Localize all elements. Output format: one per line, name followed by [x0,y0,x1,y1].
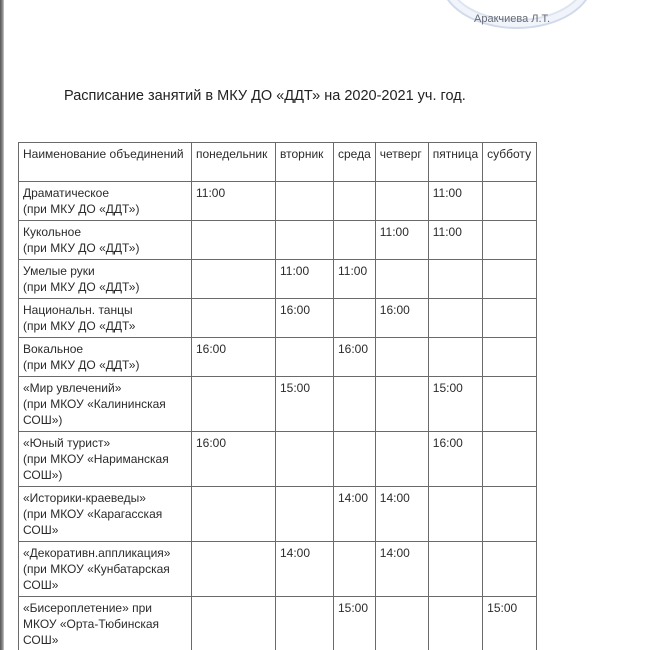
cell-wednesday: 16:00 [334,338,376,377]
signature-name: Аракчиева Л.Т. [474,13,551,25]
club-name: «Мир увлечений» (при МКОУ «Калининская СОШ») [19,377,192,432]
cell-saturday [483,299,537,338]
page-title: Расписание занятий в МКУ ДО «ДДТ» на 2020-2021 уч. год. [64,88,466,104]
cell-friday: 15:00 [428,377,482,432]
cell-tuesday [276,597,334,650]
cell-wednesday: 11:00 [334,260,376,299]
cell-monday [192,542,276,597]
cell-saturday [483,182,537,221]
cell-wednesday [334,299,376,338]
cell-tuesday [276,182,334,221]
cell-friday: 11:00 [428,182,482,221]
table-row [19,377,537,432]
club-name: «Историки-краеведы» (при МКОУ «Карагасская СОШ» [19,487,192,542]
cell-thursday [375,260,428,299]
cell-tuesday [276,432,334,487]
table-row [19,182,537,221]
table-row [19,299,537,338]
club-name: Вокальное (при МКУ ДО «ДДТ») [19,338,192,377]
cell-monday [192,299,276,338]
cell-friday [428,299,482,338]
cell-saturday: 15:00 [483,597,537,650]
cell-friday [428,260,482,299]
table-row [19,260,537,299]
scan-edge [0,0,4,650]
cell-friday [428,338,482,377]
cell-tuesday [276,338,334,377]
cell-monday [192,377,276,432]
cell-thursday [375,338,428,377]
cell-wednesday [334,542,376,597]
cell-saturday [483,542,537,597]
cell-friday [428,487,482,542]
cell-tuesday: 11:00 [276,260,334,299]
cell-monday [192,260,276,299]
cell-thursday [375,597,428,650]
table-header-row [19,143,537,182]
club-name: «Бисероплетение» при МКОУ «Орта-Тюбинская СОШ» [19,597,192,650]
cell-wednesday: 14:00 [334,487,376,542]
cell-thursday: 16:00 [375,299,428,338]
cell-monday [192,597,276,650]
club-name: Умелые руки (при МКУ ДО «ДДТ») [19,260,192,299]
cell-friday [428,597,482,650]
cell-tuesday: 14:00 [276,542,334,597]
club-name: «Декоративн.аппликация» (при МКОУ «Кунбатарская СОШ» [19,542,192,597]
header-name: Наименование объединений [19,143,192,182]
cell-monday: 11:00 [192,182,276,221]
cell-tuesday [276,221,334,260]
schedule-table [18,142,537,650]
cell-wednesday [334,377,376,432]
club-name: Кукольное (при МКУ ДО «ДДТ») [19,221,192,260]
cell-thursday: 14:00 [375,542,428,597]
cell-saturday [483,432,537,487]
cell-saturday [483,260,537,299]
header-friday: пятница [428,143,482,182]
cell-monday: 16:00 [192,432,276,487]
club-name: «Юный турист» (при МКОУ «Нариманская СОШ») [19,432,192,487]
cell-friday [428,542,482,597]
club-name: Драматическое (при МКУ ДО «ДДТ») [19,182,192,221]
cell-tuesday [276,487,334,542]
club-name: Национальн. танцы (при МКУ ДО «ДДТ» [19,299,192,338]
cell-saturday [483,487,537,542]
header-saturday: субботу [483,143,537,182]
cell-thursday: 14:00 [375,487,428,542]
header-tuesday: вторник [276,143,334,182]
cell-tuesday: 16:00 [276,299,334,338]
cell-saturday [483,338,537,377]
cell-friday: 16:00 [428,432,482,487]
cell-friday: 11:00 [428,221,482,260]
cell-monday [192,221,276,260]
header-thursday: четверг [375,143,428,182]
cell-wednesday [334,182,376,221]
cell-monday: 16:00 [192,338,276,377]
table-row [19,542,537,597]
cell-saturday [483,221,537,260]
cell-wednesday [334,221,376,260]
cell-monday [192,487,276,542]
header-wednesday: среда [334,143,376,182]
cell-saturday [483,377,537,432]
cell-wednesday [334,432,376,487]
header-monday: понедельник [192,143,276,182]
table-row [19,487,537,542]
cell-thursday [375,377,428,432]
cell-thursday: 11:00 [375,221,428,260]
cell-wednesday: 15:00 [334,597,376,650]
cell-thursday [375,432,428,487]
table-row [19,432,537,487]
table-row [19,597,537,650]
cell-tuesday: 15:00 [276,377,334,432]
table-row [19,338,537,377]
cell-thursday [375,182,428,221]
table-row [19,221,537,260]
